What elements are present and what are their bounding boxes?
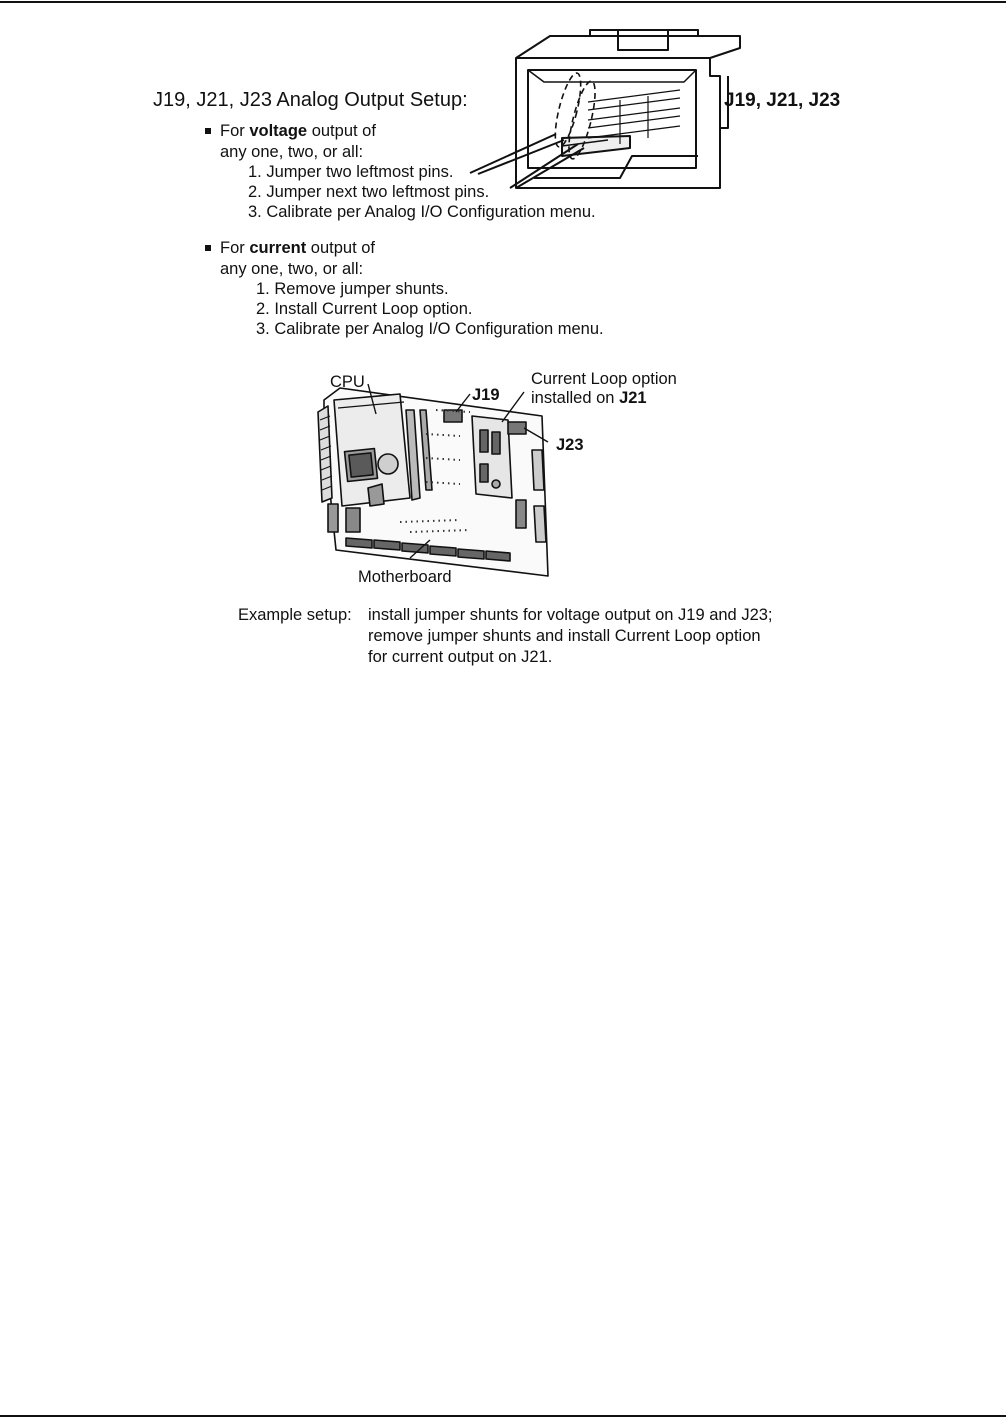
voltage-step-2: 2. Jumper next two leftmost pins. (248, 183, 490, 201)
caption-line-3: for current output on J21. (368, 648, 553, 666)
caption-line-2: remove jumper shunts and install Current Loop option (368, 627, 761, 645)
top-rule (0, 1, 1006, 3)
voltage-heading: For voltage output of (220, 122, 376, 140)
current-heading: For current output of (220, 239, 376, 257)
current-step-2: 2. Install Current Loop option. (256, 300, 473, 318)
current-step-1: 1. Remove jumper shunts. (256, 280, 449, 298)
current-bullet (205, 245, 211, 251)
voltage-step-3: 3. Calibrate per Analog I/O Configuration menu. (248, 203, 596, 221)
current-loop-label-line1: Current Loop option (531, 370, 677, 388)
current-step-3: 3. Calibrate per Analog I/O Configuration menu. (256, 320, 604, 338)
caption-lead: Example setup: (238, 606, 352, 624)
motherboard-label: Motherboard (358, 568, 452, 586)
cpu-label: CPU (330, 373, 365, 391)
caption-line-1: install jumper shunts for voltage output on J19 and J23; (368, 606, 773, 624)
setup-title: J19, J21, J23 Analog Output Setup: (153, 89, 468, 111)
j19-label: J19 (472, 386, 500, 404)
jumper-connector-drawing (470, 28, 730, 208)
jumper-label: J19, J21, J23 (724, 90, 841, 111)
motherboard-drawing (310, 380, 570, 580)
bottom-rule (0, 1415, 1006, 1417)
voltage-line2: any one, two, or all: (220, 143, 364, 161)
voltage-step-1: 1. Jumper two leftmost pins. (248, 163, 454, 181)
current-line2: any one, two, or all: (220, 260, 364, 278)
j23-label: J23 (556, 436, 584, 454)
voltage-bullet (205, 128, 211, 134)
current-loop-label-line2: installed on J21 (531, 389, 647, 407)
